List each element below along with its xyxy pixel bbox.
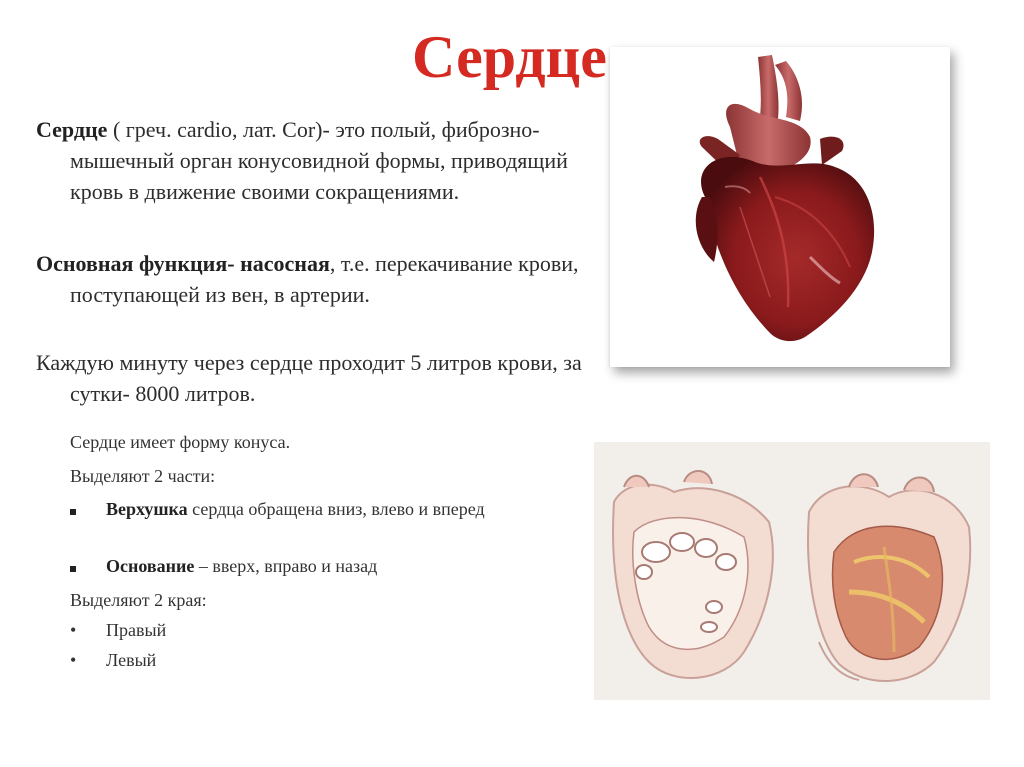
base-term: Основание (106, 556, 195, 576)
definition-term: Сердце (36, 117, 108, 142)
function-term: Основная функция- насосная (36, 251, 330, 276)
heart-in-pericardium-figure (808, 474, 970, 681)
apex-text: сердца обращена вниз, влево и вперед (187, 499, 485, 519)
shape-line: Сердце имеет форму конуса. (70, 432, 291, 452)
heart-photo (610, 47, 950, 367)
function-text: , т.е. перекачивание крови, поступающей из вен, в артерии. (70, 251, 579, 307)
edge-left-text: Левый (106, 650, 157, 670)
base-text: – вверх, вправо и назад (194, 556, 378, 576)
heart-illustration (610, 47, 950, 367)
function-paragraph (36, 248, 610, 310)
round-bullet-icon: • (70, 650, 77, 670)
edge-right-text: Правый (106, 620, 167, 640)
square-bullet-icon (70, 497, 76, 521)
square-bullet-icon (70, 554, 76, 578)
edges-heading: Выделяют 2 края: (70, 590, 207, 610)
apex-term: Верхушка (106, 499, 188, 519)
parts-heading: Выделяют 2 части: (70, 466, 216, 486)
slide-title: Сердце (412, 24, 607, 90)
definition-paragraph (36, 114, 610, 207)
round-bullet-icon: • (70, 620, 77, 640)
pericardium-drawings (594, 442, 990, 700)
open-pericardium-figure (613, 471, 773, 678)
volume-paragraph: Каждую минуту через сердце проходит 5 литров крови, за сутки- 8000 литров. (36, 350, 582, 406)
pericardium-illustration (594, 442, 990, 700)
definition-text: ( греч. cardio, лат. Cor)- это полый, фиброзно-мышечный орган конусовидной формы, приводящий кровь в движение своими сокращениями. (70, 117, 568, 204)
